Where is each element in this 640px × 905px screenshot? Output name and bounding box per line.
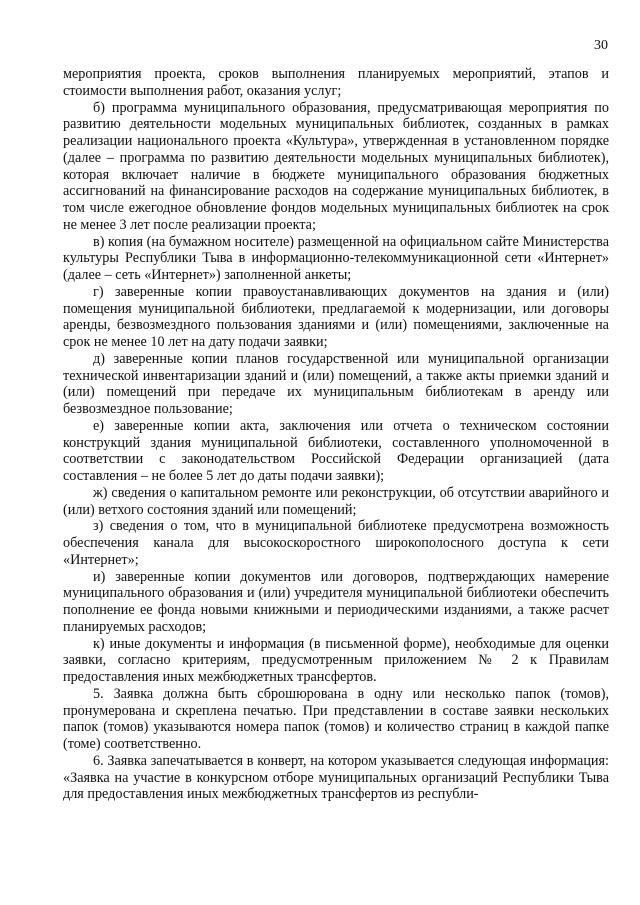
paragraph-item-d: д) заверенные копии планов государственной или муниципальной организации технической инвентаризации зданий и (или) помещений, а также акты приемки зданий и (или) помещений при передаче их муниципальным библиотекам в аренду или безвозмездное пользование; <box>63 350 609 417</box>
paragraph-item-z: з) сведения о том, что в муниципальной библиотеке предусмотрена возможность обеспечения канала для высокоскоростного широкополосного доступа к сети «Интернет»; <box>63 518 609 568</box>
page-number: 30 <box>594 38 608 53</box>
paragraph-item-i: и) заверенные копии документов или договоров, подтверждающих намерение муниципального образования и (или) учредителя муниципальной библиотеки обеспечить пополнение ее фонда новыми книжными и периодическими изданиями, а также расчет планируемых расходов; <box>63 568 609 635</box>
document-body <box>63 66 609 803</box>
paragraph-item-k: к) иные документы и информация (в письменной форме), необходимые для оценки заявки, согласно критериям, предусмотренным приложением № 2 к Правилам предоставления иных межбюджетных трансфертов. <box>63 635 609 685</box>
paragraph-section-6: 6. Заявка запечатывается в конверт, на котором указывается следующая информация: «Заявка на участие в конкурсном отборе муниципальных организаций Республики Тыва для предоставления иных межбюджетных трансфертов из республи- <box>63 752 609 803</box>
paragraph-item-v: в) копия (на бумажном носителе) размещенной на официальном сайте Министерства культуры Республики Тыва в информационно-телекоммуникационной сети «Интернет» (далее – сеть «Интернет») заполненной анкеты; <box>63 233 609 283</box>
paragraph-item-zh: ж) сведения о капитальном ремонте или реконструкции, об отсутствии аварийного и (или) ветхого состояния зданий или помещений; <box>63 484 609 518</box>
paragraph-item-b: б) программа муниципального образования, предусматривающая мероприятия по развитию деятельности модельных муниципальных библиотек, созданных в рамках реализации национального проекта «Культура», утвержденная в установленном порядке (далее – программа по развитию деятельности модельных муниципальных библиотек), которая включает наличие в бюджете муниципального образования бюджетных ассигнований на финансирование расходов на содержание муниципальных библиотек, в том числе ежегодное обновление фондов модельных муниципальных библиотек на срок не менее 3 лет после реализации проекта; <box>63 99 609 233</box>
paragraph-continuation: мероприятия проекта, сроков выполнения планируемых мероприятий, этапов и стоимости выполнения работ, оказания услуг; <box>63 66 609 99</box>
paragraph-item-e: е) заверенные копии акта, заключения или отчета о техническом состоянии конструкций здания муниципальной библиотеки, составленного уполномоченной в соответствии с законодательством Российской Федерации организацией (дата составления – не более 5 лет до даты подачи заявки); <box>63 417 609 484</box>
paragraph-item-g: г) заверенные копии правоустанавливающих документов на здания и (или) помещения муниципальной библиотеки, предлагаемой к модернизации, или договоры аренды, безвозмездного пользования зданиями и (или) помещениями, заключенные на срок не менее 10 лет на дату подачи заявки; <box>63 283 609 350</box>
paragraph-section-5: 5. Заявка должна быть сброшюрована в одну или несколько папок (томов), пронумерована и скреплена печатью. При представлении в составе заявки нескольких папок (томов) указываются номера папок (томов) и количество страниц в каждой папке (томе) соответственно. <box>63 685 609 752</box>
